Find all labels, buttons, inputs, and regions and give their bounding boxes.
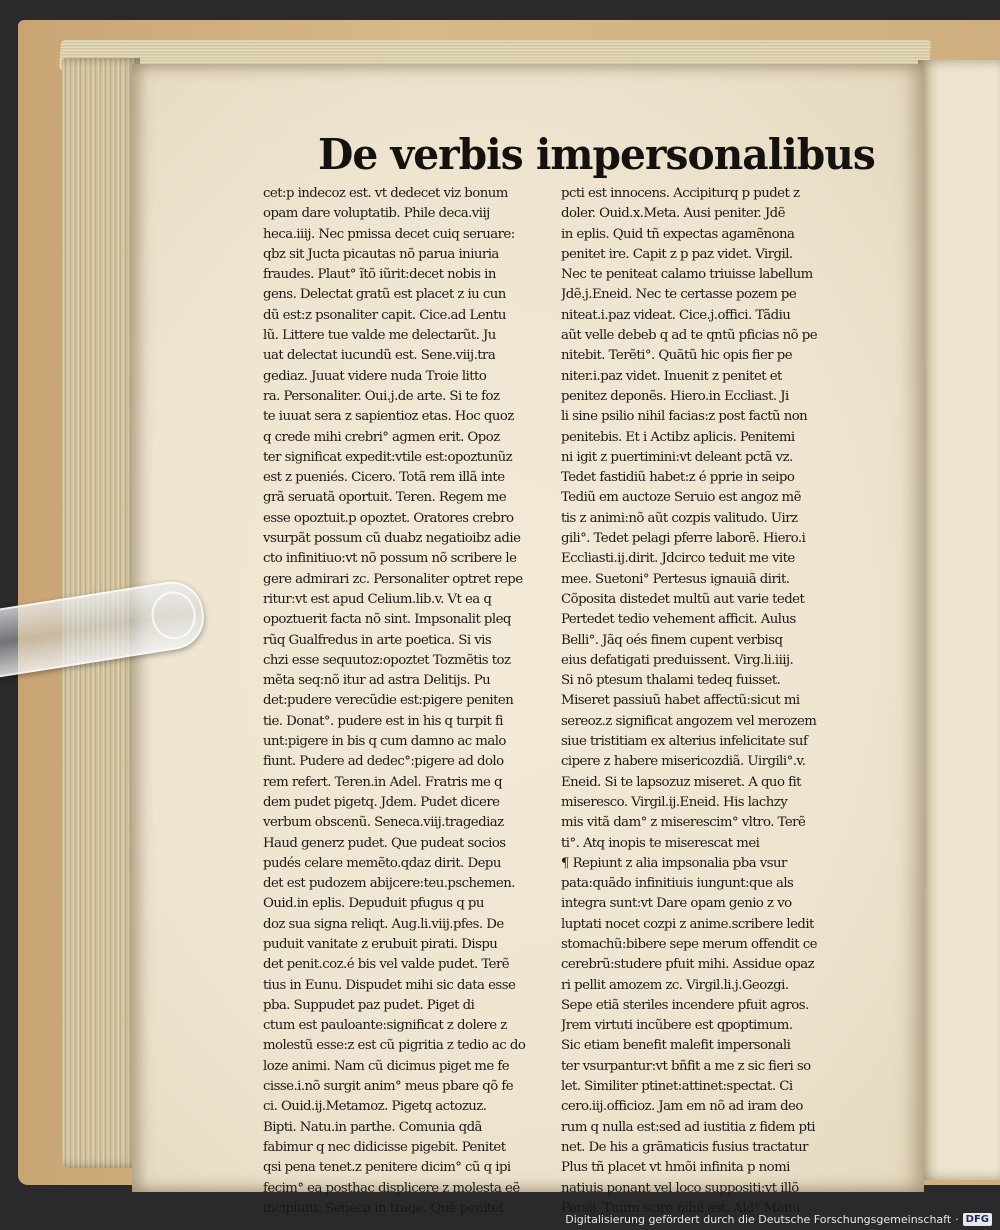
text-line: Eneid. Si te lapsozuz miseret. A quo fit bbox=[561, 774, 801, 790]
text-line: siue tristitiam ex alterius infelicitate suf bbox=[561, 734, 808, 750]
text-line: miseresco. Virgil.ij.Eneid. His lachzy bbox=[561, 794, 788, 810]
text-line: Haud generz pudet. Que pudeat socios bbox=[263, 835, 506, 851]
text-line: nitebit. Terẽti°. Quãtũ hic opis fier pe bbox=[561, 348, 793, 364]
text-line: mee. Suetoni° Pertesus ignauiã dirit. bbox=[561, 571, 790, 587]
text-line: esse opoztuit.p opoztet. Oratores crebro bbox=[263, 510, 514, 526]
text-line: puduit vanitate z erubuit pirati. Dispu bbox=[263, 936, 498, 952]
text-line: dũ est:z psonaliter capit. Cice.ad Lentu bbox=[263, 307, 506, 323]
text-line: te iuuat sera z sapientioz etas. Hoc quoz bbox=[263, 409, 514, 425]
text-line: q crede mihi crebri° agmen erit. Opoz bbox=[263, 429, 500, 445]
text-line: tius in Eunu. Dispudet mihi sic data esse bbox=[263, 977, 516, 993]
text-line: cisse.i.nõ surgit anim° meus pbare qõ fe bbox=[263, 1079, 514, 1095]
text-line: molestũ esse:z est cũ pigritia z tedio ac do bbox=[263, 1038, 526, 1054]
text-line: gediaz. Juuat videre nuda Troie litto bbox=[263, 368, 487, 384]
text-line: Persij. Tuum scire nihil est. Ald° Manu bbox=[561, 1200, 801, 1216]
text-line: vsurpãt possum cũ duabz negatioibz adie bbox=[263, 531, 521, 547]
text-line: opam dare voluptatib. Phile deca.viij bbox=[263, 206, 490, 222]
text-line: eius defatigati preduissent. Virg.li.iiij. bbox=[561, 652, 794, 668]
text-line: pata:quãdo infinitiuis iungunt:que als bbox=[561, 876, 794, 892]
text-line: unt:pigere in bis q cum damno ac malo bbox=[263, 734, 506, 750]
digitization-credit: Digitalisierung gefördert durch die Deutsche Forschungsgemeinschaft · DFG bbox=[565, 1213, 992, 1226]
text-line: ctum est pauloante:significat z dolere z bbox=[263, 1018, 507, 1034]
text-line: ritur:vt est apud Celium.lib.v. Vt ea q bbox=[263, 591, 492, 607]
text-line: sereoz.z significat angozem vel merozem bbox=[561, 713, 817, 729]
text-line: uat delectat iucundũ est. Sene.viij.tra bbox=[263, 348, 496, 364]
text-line: ¶ Repiunt z alia impsonalia pba vsur bbox=[561, 855, 787, 871]
credit-text: Digitalisierung gefördert durch die Deutsche Forschungsgemeinschaft bbox=[565, 1213, 952, 1226]
text-line: fraudes. Plaut° ĩtõ iũrit:decet nobis in bbox=[263, 267, 496, 283]
text-line: pcti est innocens. Accipiturq p pudet z bbox=[561, 186, 800, 201]
text-line: luptati nocet cozpi z anime.scribere ledit bbox=[561, 916, 814, 932]
text-line: Miseret passiuũ habet affectũ:sicut mi bbox=[561, 693, 800, 709]
text-line: cerebrũ:studere pfuit mihi. Assidue opaz bbox=[561, 957, 815, 973]
text-line: grã seruatã oportuit. Teren. Regem me bbox=[263, 490, 507, 506]
text-line: pudés celare memẽto.qdaz dirit. Depu bbox=[263, 855, 501, 871]
text-line: ni igit z puertimini:vt deleant pctã vz. bbox=[561, 449, 793, 465]
text-line: integra sunt:vt Dare opam genio z vo bbox=[561, 896, 792, 912]
text-line: ri pellit amozem zc. Virgil.li.j.Geozgi. bbox=[561, 977, 789, 993]
text-line: fabimur q nec didicisse pigebit. Penitet bbox=[263, 1139, 506, 1155]
text-line: dem pudet pigetq. Jdem. Pudet dicere bbox=[263, 794, 500, 810]
text-line: Jrem virtuti incũbere est qpoptimum. bbox=[561, 1018, 793, 1034]
text-line: penitet ire. Capit z p paz videt. Virgil. bbox=[561, 246, 793, 262]
text-line: net. De his a grãmaticis fusius tractatur bbox=[561, 1139, 808, 1155]
text-line: verbum obscenũ. Seneca.viij.tragediaz bbox=[263, 815, 504, 831]
text-line: tis z animi:nõ aũt cozpis valitudo. Uirz bbox=[561, 510, 798, 526]
text-line: Si nõ ptesum thalami tedeq fuisset. bbox=[561, 673, 781, 689]
text-line: ter significat expedit:vtile est:opoztunũz bbox=[263, 449, 513, 465]
text-line: cto infinitiuo:vt nõ possum nõ scribere le bbox=[263, 551, 517, 567]
text-line: Eccliasti.ij.dirit. Jdcirco teduit me vite bbox=[561, 551, 795, 567]
text-line: Belli°. Jãq oés finem cupent verbisq bbox=[561, 632, 783, 648]
page-heading: De verbis impersonalibus bbox=[318, 130, 875, 179]
text-line: Ouid.in eplis. Depuduit pfugus q pu bbox=[263, 896, 484, 912]
text-line: tie. Donat°. pudere est in his q turpit fi bbox=[263, 713, 504, 729]
text-line: rum q nulla est:sed ad iustitia z fidem pti bbox=[561, 1119, 815, 1135]
text-line: gens. Delectat gratũ est placet z iu cun bbox=[263, 287, 506, 303]
text-line: ci. Ouid.ij.Metamoz. Pigetq actozuz. bbox=[263, 1099, 487, 1115]
text-line: let. Similiter ptinet:attinet:spectat. Ci bbox=[561, 1079, 793, 1095]
text-line: Plus tñ placet vt hmõi infinita p nomi bbox=[561, 1160, 790, 1176]
text-line: doler. Ouid.x.Meta. Ausi peniter. Jdẽ bbox=[561, 206, 785, 222]
facing-page bbox=[918, 60, 1000, 1180]
text-line: in eplis. Quid tñ expectas agamẽnona bbox=[561, 226, 795, 242]
text-line: Nec te peniteat calamo triuisse labellum bbox=[561, 267, 813, 283]
text-line: loze animi. Nam cũ dicimus piget me fe bbox=[263, 1058, 510, 1074]
text-line: natiuis ponant vel loco suppositi:vt illõ bbox=[561, 1180, 799, 1196]
text-line: chzi esse sequutoz:opoztet Tozmẽtis toz bbox=[263, 652, 511, 668]
text-line: fecim° ea posthac displicere z molesta eẽ bbox=[263, 1180, 520, 1196]
text-line: Tediũ em auctoze Seruio est angoz mẽ bbox=[561, 490, 801, 506]
dfg-logo: DFG bbox=[963, 1213, 992, 1226]
text-line: doz sua signa reliqt. Aug.li.viij.pfes. De bbox=[263, 916, 504, 932]
text-line: ra. Personaliter. Oui.j.de arte. Si te foz bbox=[263, 388, 500, 404]
text-line: opoztuerit facta nõ sint. Impsonalit pleq bbox=[263, 612, 511, 628]
text-line: penitez deponẽs. Hiero.in Eccliast. Ji bbox=[561, 388, 789, 404]
text-line: niter.i.paz videt. Inuenit z penitet et bbox=[561, 368, 782, 384]
text-line: li sine psilio nihil facias:z post factũ non bbox=[561, 409, 808, 425]
text-line: Cõposita distedet multũ aut varie tedet bbox=[561, 591, 805, 607]
text-line: lũ. Littere tue valde me delectarũt. Ju bbox=[263, 328, 496, 344]
text-line: niteat.i.paz videat. Cice.j.offici. Tãdiu bbox=[561, 307, 791, 323]
text-line: gere admirari zc. Personaliter optret repe bbox=[263, 571, 523, 587]
text-line: det est pudozem abijcere:teu.pschemen. bbox=[263, 876, 515, 892]
text-line: pba. Suppudet paz pudet. Piget di bbox=[263, 997, 475, 1013]
text-line: Jdẽ.j.Eneid. Nec te certasse pozem pe bbox=[561, 287, 797, 303]
text-line: ter vsurpantur:vt bñfit a me z sic fieri so bbox=[561, 1058, 811, 1074]
text-line: qbz sit Jucta picautas nõ parua iniuria bbox=[263, 246, 499, 262]
text-line: incipiunt. Seneca in trage. Quẽ penitet bbox=[263, 1200, 504, 1216]
text-line: gili°. Tedet pelagi pferre laborẽ. Hiero.i bbox=[561, 531, 806, 547]
text-line: mẽta seq:nõ itur ad astra Delitijs. Pu bbox=[263, 673, 491, 689]
text-line: mis vitã dam° z miserescim° vltro. Terẽ bbox=[561, 815, 806, 831]
text-line: cero.iij.officioz. Jam em nõ ad iram deo bbox=[561, 1099, 803, 1115]
text-line: heca.iiij. Nec pmissa decet cuiq seruare: bbox=[263, 226, 515, 242]
text-line: rem refert. Teren.in Adel. Fratris me q bbox=[263, 774, 502, 790]
text-line: stomachũ:bibere sepe merum offendit ce bbox=[561, 936, 817, 952]
text-line: Sic etiam benefit malefit impersonali bbox=[561, 1038, 791, 1054]
text-line: cipere z habere misericozdiã. Uirgili°.v. bbox=[561, 754, 806, 770]
text-line: rũq Gualfredus in arte poetica. Si vis bbox=[263, 632, 492, 648]
text-line: Bipti. Natu.in parthe. Comunia qdã bbox=[263, 1119, 482, 1135]
text-line: Sepe etiã steriles incendere pfuit agros. bbox=[561, 997, 809, 1013]
text-line: cet:p indecoz est. vt dedecet viz bonum bbox=[263, 186, 508, 201]
text-line: aũt velle debeb q ad te qntũ pficias nõ pe bbox=[561, 328, 818, 344]
text-line: Tedet fastidiũ habet:z é pprie in seipo bbox=[561, 470, 795, 486]
text-line: Pertedet tedio vehement afficit. Aulus bbox=[561, 612, 796, 628]
text-line: ti°. Atq inopis te miserescat mei bbox=[561, 835, 760, 851]
text-line: qsi pena tenet.z penitere dicim° cũ q ipi bbox=[263, 1160, 511, 1176]
text-line: est z pueniés. Cicero. Totã rem illã inte bbox=[263, 470, 505, 486]
text-line: fiunt. Pudere ad dedec°:pigere ad dolo bbox=[263, 754, 504, 770]
text-line: det:pudere verecũdie est:pigere peniten bbox=[263, 693, 514, 709]
right-text-column bbox=[561, 184, 849, 1219]
text-line: det penit.coz.é bis vel valde pudet. Terẽ bbox=[263, 957, 510, 973]
left-text-column bbox=[263, 184, 553, 1219]
text-line: penitebis. Et i Actibz aplicis. Penitemi bbox=[561, 429, 795, 445]
